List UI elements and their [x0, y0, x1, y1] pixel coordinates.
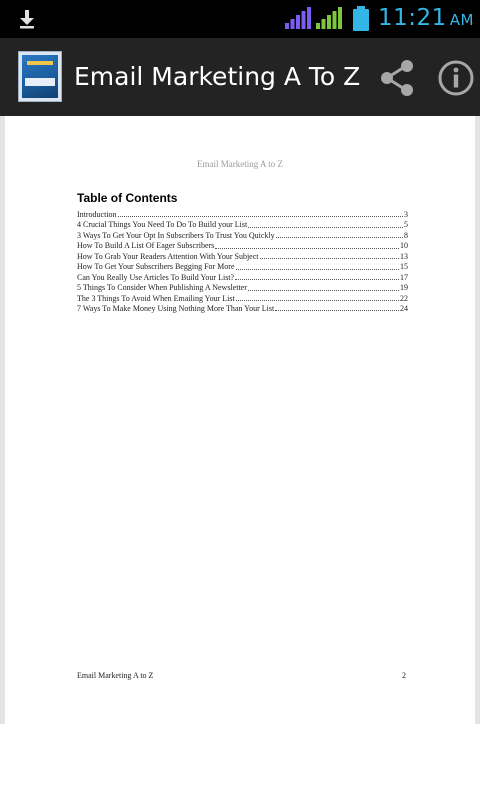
table-of-contents	[77, 210, 408, 314]
toc-entry-title: How To Get Your Subscribers Begging For More	[77, 262, 235, 272]
clock	[378, 5, 474, 31]
toc-entry-title: How To Build A List Of Eager Subscribers	[77, 241, 215, 251]
page-header-title: Email Marketing A to Z	[197, 159, 283, 169]
signal-icon	[285, 6, 311, 35]
toc-entry	[77, 210, 408, 220]
download-icon	[17, 9, 37, 34]
app-icon[interactable]	[18, 51, 62, 102]
clock-ampm: AM	[449, 11, 474, 29]
battery-icon	[352, 6, 370, 37]
toc-entry-page: 15	[400, 262, 408, 272]
toc-entry-title: Can You Really Use Articles To Build Your List?	[77, 272, 235, 282]
toc-entry	[77, 294, 408, 304]
toc-entry-title: 7 Ways To Make Money Using Nothing More Than Your List	[77, 303, 275, 313]
share-icon[interactable]	[378, 58, 418, 98]
toc-entry	[77, 304, 408, 314]
toc-entry-title: The 3 Things To Avoid When Emailing Your List	[77, 293, 235, 303]
toc-entry-page: 13	[400, 251, 408, 261]
toc-entry-page: 5	[404, 220, 408, 230]
toc-entry-page: 22	[400, 293, 408, 303]
toc-entry-page: 8	[404, 230, 408, 240]
viewer-bottom-area	[0, 724, 480, 800]
toc-entry	[77, 241, 408, 251]
toc-entry-page: 24	[400, 303, 408, 313]
page-number: 2	[402, 671, 406, 680]
info-icon[interactable]	[437, 59, 475, 97]
toc-entry-title: 3 Ways To Get Your Opt In Subscribers To Trust You Quickly	[77, 230, 275, 240]
toc-entry	[77, 273, 408, 283]
signal-icon	[316, 6, 342, 35]
toc-entry-page: 10	[400, 241, 408, 251]
toc-entry-page: 3	[404, 210, 408, 219]
toc-entry	[77, 283, 408, 293]
toc-entry	[77, 231, 408, 241]
toc-heading: Table of Contents	[77, 191, 178, 205]
toc-entry-page: 17	[400, 272, 408, 282]
app-title: Email Marketing A To Z	[74, 62, 361, 91]
toc-entry-page: 19	[400, 283, 408, 293]
toc-entry	[77, 220, 408, 230]
action-bar	[0, 38, 480, 116]
toc-entry	[77, 262, 408, 272]
page-footer-title: Email Marketing A to Z	[77, 671, 154, 680]
toc-entry	[77, 252, 408, 262]
toc-entry-title: 5 Things To Consider When Publishing A Newsletter	[77, 283, 247, 293]
toc-entry-title: How To Grab Your Readers Attention With Your Subject	[77, 251, 259, 261]
clock-time: 11:21	[378, 5, 447, 31]
toc-entry-title: Introduction	[77, 210, 117, 219]
toc-entry-title: 4 Crucial Things You Need To Do To Build your List	[77, 220, 248, 230]
document-page[interactable]	[5, 116, 475, 724]
status-bar	[0, 0, 480, 38]
